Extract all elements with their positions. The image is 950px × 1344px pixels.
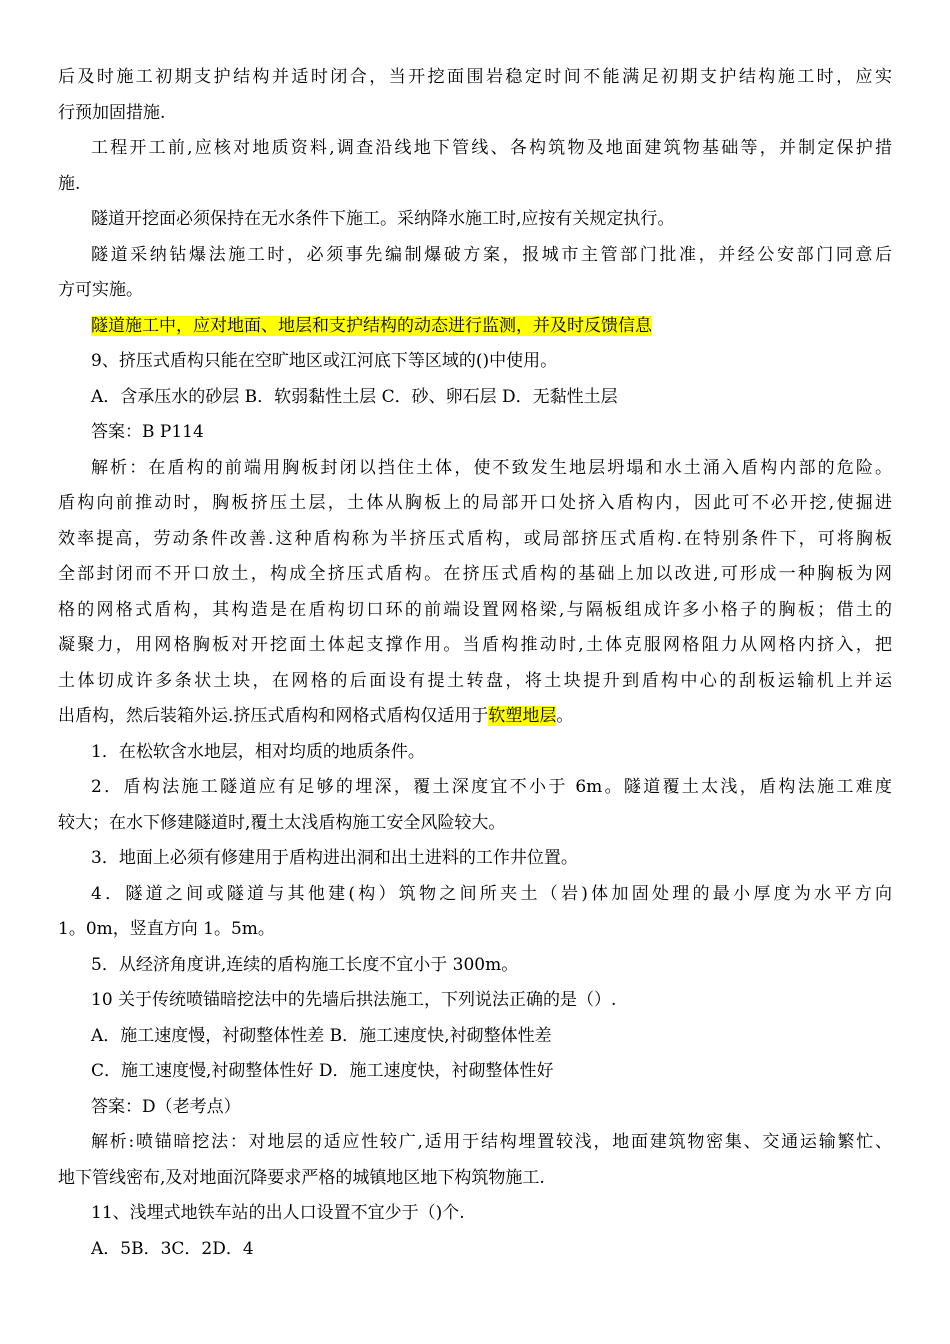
text-line	[58, 131, 892, 167]
text-line-content: 5．从经济角度讲,连续的盾构施工长度不宜小于 300m。	[91, 954, 519, 975]
text-line	[58, 309, 892, 345]
text-line-content: 10 关于传统喷锚暗挖法中的先墙后拱法施工，下列说法正确的是（）.	[91, 990, 617, 1010]
text-line	[58, 664, 892, 700]
text-line-content: 答案：D（老考点）	[91, 1096, 241, 1117]
text-line	[58, 202, 892, 238]
text-line-tail: 。	[556, 706, 574, 726]
text-line-content: A．5B．3C．2D．4	[91, 1238, 254, 1259]
text-line-content: 3．地面上必须有修建用于盾构进出洞和出土进料的工作井位置。	[91, 848, 578, 868]
text-line-content: 凝聚力，用网格胸板对开挖面土体起支撑作用。当盾构推动时,土体克服网格阻力从网格内挤入，把	[58, 635, 892, 655]
text-line-content: 方可实施。	[58, 280, 143, 300]
text-line	[58, 735, 892, 771]
text-line-content: 效率提高，劳动条件改善.这种盾构称为半挤压式盾构，或局部挤压式盾构.在特别条件下，可将胸板	[58, 528, 892, 549]
text-line-content: 4．隧道之间或隧道与其他建(构）筑物之间所夹土（岩)体加固处理的最小厚度为水平方向	[91, 883, 892, 904]
text-line	[58, 344, 892, 380]
text-line	[58, 699, 892, 735]
text-line	[58, 948, 892, 984]
text-line-content: 行预加固措施.	[58, 102, 166, 123]
text-line	[58, 60, 892, 96]
text-line	[58, 1090, 892, 1126]
text-line-content: A．含承压水的砂层 B．软弱黏性土层 C．砂、卵石层 D．无黏性土层	[91, 386, 618, 407]
text-line	[58, 1196, 892, 1232]
text-line	[58, 770, 892, 806]
text-line-content: 格的网格式盾构，其构造是在盾构切口环的前端设置网格梁,与隔板组成许多小格子的胸板；借土的	[58, 599, 892, 620]
text-line-content: 出盾构，然后装箱外运.挤压式盾构和网格式盾构仅适用于	[58, 706, 489, 726]
text-line-content: 隧道采纳钻爆法施工时，必须事先编制爆破方案，报城市主管部门批准，并经公安部门同意后	[91, 244, 892, 265]
text-line-content: 解析:喷锚暗挖法：对地层的适应性较广,适用于结构埋置较浅，地面建筑物密集、交通运输繁忙、	[91, 1132, 892, 1152]
text-line	[58, 593, 892, 629]
text-line-content: 隧道施工中，应对地面、地层和支护结构的动态进行监测，并及时反馈信息	[91, 315, 652, 336]
text-line	[58, 380, 892, 416]
text-line-content: 施.	[58, 173, 81, 194]
text-line	[58, 522, 892, 558]
text-line	[58, 1054, 892, 1090]
text-line	[58, 877, 892, 913]
text-line-content: C．施工速度慢,衬砌整体性好 D．施工速度快，衬砌整体性好	[91, 1061, 554, 1081]
highlighted-text: 软塑地层	[488, 706, 557, 726]
text-line-content: 9、挤压式盾构只能在空旷地区或江河底下等区域的()中使用。	[91, 351, 558, 371]
text-line-content: 盾构向前推动时，胸板挤压土层，土体从胸板上的局部开口处挤入盾构内，因此可不必开挖,使掘进	[58, 493, 892, 513]
text-line-content: A．施工速度慢，衬砌整体性差 B．施工速度快,衬砌整体性差	[91, 1025, 552, 1046]
text-line	[58, 1019, 892, 1055]
text-line-content: 土体切成许多条状土块，在网格的后面设有提土转盘，将土块提升到盾构中心的刮板运输机上并运	[58, 670, 892, 691]
text-line	[58, 167, 892, 203]
text-line	[58, 912, 892, 948]
text-line	[58, 628, 892, 664]
text-line	[58, 96, 892, 132]
text-line	[58, 486, 892, 522]
text-line	[58, 841, 892, 877]
text-line	[58, 557, 892, 593]
text-line-content: 较大；在水下修建隧道时,覆土太浅盾构施工安全风险较大。	[58, 812, 506, 833]
text-line	[58, 415, 892, 451]
text-line	[58, 273, 892, 309]
text-line-content: 1．在松软含水地层，相对均质的地质条件。	[91, 741, 425, 762]
text-line	[58, 806, 892, 842]
text-line-content: 答案：B P114	[91, 422, 204, 442]
text-line-content: 地下管线密布,及对地面沉降要求严格的城镇地区地下构筑物施工.	[58, 1167, 545, 1188]
text-line	[58, 238, 892, 274]
text-line-content: 2．盾构法施工隧道应有足够的埋深，覆土深度宜不小于 6m。隧道覆土太浅，盾构法施工难度	[91, 777, 892, 797]
text-line	[58, 451, 892, 487]
text-line	[58, 1125, 892, 1161]
text-line-content: 11、浅埋式地铁车站的出人口设置不宜少于（)个.	[91, 1203, 465, 1223]
text-line	[58, 983, 892, 1019]
text-line-content: 后及时施工初期支护结构并适时闭合，当开挖面围岩稳定时间不能满足初期支护结构施工时，应实	[58, 67, 892, 87]
text-line-content: 工程开工前,应核对地质资料,调查沿线地下管线、各构筑物及地面建筑物基础等，并制定保护措	[91, 138, 892, 158]
text-line-content: 全部封闭而不开口放土，构成全挤压式盾构。在挤压式盾构的基础上加以改进,可形成一种胸板为网	[58, 564, 892, 584]
text-line-content: 隧道开挖面必须保持在无水条件下施工。采纳降水施工时,应按有关规定执行。	[91, 209, 675, 229]
text-line-content: 1。0m，竖直方向 1。5m。	[58, 919, 275, 939]
text-line	[58, 1161, 892, 1197]
text-line-content: 解析：在盾构的前端用胸板封闭以挡住土体，使不致发生地层坍塌和水土涌入盾构内部的危险。	[91, 457, 892, 478]
text-line	[58, 1232, 892, 1268]
